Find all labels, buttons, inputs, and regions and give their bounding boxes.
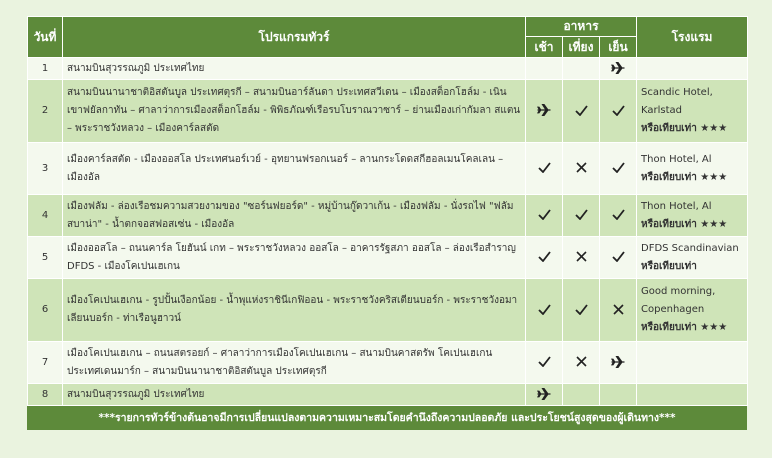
header-program: โปรแกรมทัวร์: [63, 17, 526, 58]
hotel-cell: [637, 143, 748, 195]
check-icon: [575, 105, 588, 116]
hotel-cell: [637, 342, 748, 384]
header-hotel: โรงแรม: [637, 17, 748, 58]
hotel-rating: หรือเทียบเท่า ★★★: [641, 171, 728, 183]
airplane-icon: [611, 356, 625, 368]
breakfast-cell: [526, 342, 563, 384]
check-icon: [538, 304, 551, 315]
table-body: [28, 58, 748, 406]
table-row: [28, 237, 748, 279]
lunch-cell: [563, 58, 600, 80]
itinerary-table: [27, 16, 748, 406]
hotel-name: Good morning, Copenhagen: [641, 286, 716, 315]
breakfast-cell: [526, 279, 563, 342]
check-icon: [538, 162, 551, 173]
program-cell: เมืองโคเปนเฮเกน - รูปปั้นเงือกน้อย - น้ำพุแห่งราชินีเกฟิออน - พระราชวังคริสเตียนบอร์ก - พระราชวังอมาเลียนบอร์ก - ท่าเรือนูฮาวน์: [63, 279, 526, 342]
breakfast-cell: [526, 58, 563, 80]
day-cell: 8: [28, 384, 63, 406]
program-cell: สนามบินสุวรรณภูมิ ประเทศไทย: [63, 58, 526, 80]
table-row: [28, 195, 748, 237]
table-row: [28, 143, 748, 195]
table-row: [28, 58, 748, 80]
dinner-cell: [600, 237, 637, 279]
dinner-cell: [600, 195, 637, 237]
day-cell: 5: [28, 237, 63, 279]
check-icon: [575, 304, 588, 315]
hotel-cell: [637, 58, 748, 80]
day-cell: 6: [28, 279, 63, 342]
header-lunch: เที่ยง: [563, 37, 600, 58]
program-cell: เมืองคาร์ลสตัด - เมืองออสโล ประเทศนอร์เวย์ - อุทยานฟรอกเนอร์ – ลานกระโดดสกีฮอลเมนโคลเลน – เมืองอัล: [63, 143, 526, 195]
header-dinner: เย็น: [600, 37, 637, 58]
dinner-cell: [600, 384, 637, 406]
cross-icon: [576, 356, 587, 367]
cross-icon: [613, 304, 624, 315]
program-cell: เมืองโคเปนเฮเกน – ถนนสตรอยก์ – ศาลาว่าการเมืองโคเปนเฮเกน – สนามบินคาสตรัพ โคเปนเฮเกน ประเทศเดนมาร์ก – สนามบินนานาชาติอิสตันบูล ประเทศตุรกี: [63, 342, 526, 384]
hotel-rating: หรือเทียบเท่า ★★★: [641, 123, 728, 134]
lunch-cell: [563, 80, 600, 143]
program-cell: เมืองฟลัม - ล่องเรือชมความสวยงามของ "ซอร์นฟยอร์ด" - หมู่บ้านกู๊ดวาเก้น - เมืองฟลัม - นั่งรถไฟ "ฟลัมสบาน่า" - น้ำตกจอสฟอสเซ่น - เมืองอัล: [63, 195, 526, 237]
dinner-cell: [600, 279, 637, 342]
hotel-name: DFDS Scandinavian: [641, 242, 739, 254]
table-header: [28, 17, 748, 58]
dinner-cell: [600, 58, 637, 80]
hotel-cell: [637, 237, 748, 279]
header-meals: อาหาร: [526, 17, 637, 37]
program-cell: สนามบินนานาชาติอิสตันบูล ประเทศตุรกี – สนามบินอาร์ลันดา ประเทศสวีเดน – เมืองสต็อกโฮล์ม - เนินเขาฟยัลกาทัน – ศาลาว่าการเมืองสต็อกโฮล์ม - พิพิธภัณฑ์เรือรบโบราณวาซาร์ – ย่านเมืองเก่ากัมลา สแตน – พระราชวังหลวง – เมืองคาร์ลสตัด: [63, 80, 526, 143]
day-cell: 7: [28, 342, 63, 384]
dinner-cell: [600, 342, 637, 384]
header-breakfast: เช้า: [526, 37, 563, 58]
header-day: วันที่: [28, 17, 63, 58]
check-icon: [612, 162, 625, 173]
cross-icon: [576, 162, 587, 173]
airplane-icon: [537, 104, 551, 116]
hotel-rating: หรือเทียบเท่า ★★★: [641, 322, 728, 333]
hotel-cell: [637, 195, 748, 237]
lunch-cell: [563, 384, 600, 406]
day-cell: 4: [28, 195, 63, 237]
table-row: [28, 342, 748, 384]
cross-icon: [576, 251, 587, 262]
breakfast-cell: [526, 195, 563, 237]
check-icon: [538, 209, 551, 220]
check-icon: [575, 209, 588, 220]
check-icon: [538, 356, 551, 367]
table-row: [28, 384, 748, 406]
breakfast-cell: [526, 237, 563, 279]
breakfast-cell: [526, 80, 563, 143]
dinner-cell: [600, 80, 637, 143]
day-cell: 1: [28, 58, 63, 80]
day-cell: 2: [28, 80, 63, 143]
lunch-cell: [563, 237, 600, 279]
lunch-cell: [563, 143, 600, 195]
program-cell: เมืองออสโล – ถนนคาร์ล โยฮันน์ เกท – พระราชวังหลวง ออสโล – อาคารรัฐสภา ออสโล – ล่องเรือสำราญ DFDS - เมืองโคเปนเฮเกน: [63, 237, 526, 279]
dinner-cell: [600, 143, 637, 195]
lunch-cell: [563, 195, 600, 237]
day-cell: 3: [28, 143, 63, 195]
hotel-name: Thon Hotel, Al: [641, 200, 712, 212]
hotel-cell: [637, 279, 748, 342]
itinerary-container: [27, 16, 747, 430]
check-icon: [612, 251, 625, 262]
hotel-rating: หรือเทียบเท่า ★★★: [641, 218, 728, 230]
hotel-name: Scandic Hotel, Karlstad: [641, 87, 713, 116]
hotel-cell: [637, 384, 748, 406]
breakfast-cell: [526, 384, 563, 406]
airplane-icon: [537, 388, 551, 400]
table-row: [28, 279, 748, 342]
check-icon: [612, 209, 625, 220]
check-icon: [538, 251, 551, 262]
breakfast-cell: [526, 143, 563, 195]
lunch-cell: [563, 342, 600, 384]
hotel-rating: หรือเทียบเท่า: [641, 260, 697, 272]
footer-note: ***รายการทัวร์ข้างต้นอาจมีการเปลี่ยนแปลงตามความเหมาะสมโดยคำนึงถึงความปลอดภัย และประโยชน์สูงสุดของผู้เดินทาง***: [27, 406, 747, 430]
check-icon: [612, 105, 625, 116]
hotel-cell: [637, 80, 748, 143]
program-cell: สนามบินสุวรรณภูมิ ประเทศไทย: [63, 384, 526, 406]
hotel-name: Thon Hotel, Al: [641, 153, 712, 165]
table-row: [28, 80, 748, 143]
lunch-cell: [563, 279, 600, 342]
airplane-icon: [611, 62, 625, 74]
